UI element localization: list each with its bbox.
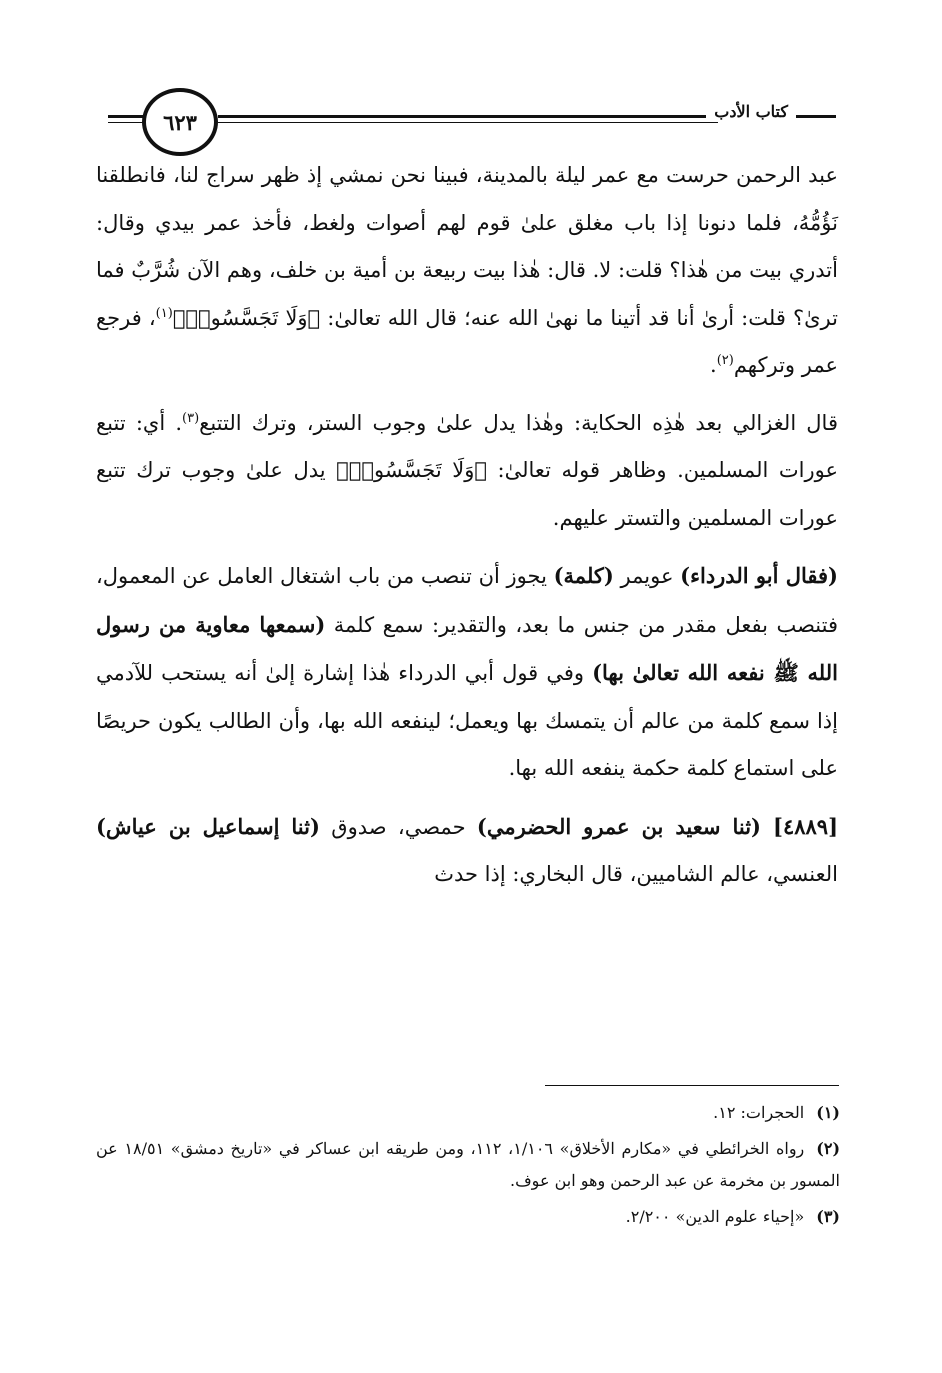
text-run: حمصي، صدوق xyxy=(319,814,477,839)
header-rule-thin xyxy=(218,122,718,123)
footnote xyxy=(96,1097,840,1129)
page-number: ٦٢٣ xyxy=(163,109,197,135)
text-run: ، فرجع عمر وتركهم xyxy=(96,305,838,377)
text-run: وفي قول أبي الدرداء هٰذا إشارة إلىٰ أنه يستحب للآدمي إذا سمع كلمة من عالم أن يتمسك بها ويعمل؛ لينفعه الله بها، وأن الطالب يكون حريصًا على استماع كلمة حكمة ينفعه الله بها. xyxy=(96,661,838,780)
footnote-text: «إحياء علوم الدين» ٢/٢٠٠. xyxy=(625,1207,805,1226)
footnote-text: الحجرات: ١٢. xyxy=(713,1103,805,1122)
text-run: . أي: تتبع عورات المسلمين. وظاهر قوله تعالىٰ: ﴿وَلَا تَجَسَّسُوا۟﴾ يدل علىٰ وجوب ترك تتبع عورات المسلمين والتستر عليهم. xyxy=(96,410,838,530)
paragraph xyxy=(96,552,838,793)
page-header xyxy=(108,88,836,158)
footnote-number: (٣) xyxy=(816,1207,840,1226)
footnote xyxy=(96,1201,840,1233)
main-text xyxy=(96,152,838,899)
footnote xyxy=(96,1133,840,1197)
text-run: يجوز أن تنصب من باب اشتغال العامل عن المعمول، فتنصب بفعل مقدر من جنس ما بعد، والتقدير: سمع كلمة xyxy=(96,564,838,637)
footnote-ref: (٣) xyxy=(182,410,200,426)
running-title: كتاب الأدب xyxy=(706,102,796,121)
bold-run: [٤٨٨٩] (ثنا سعيد بن عمرو الحضرمي) xyxy=(476,813,838,839)
footnote-separator xyxy=(545,1085,839,1086)
text-run: عويمر xyxy=(613,564,681,588)
footnotes xyxy=(96,1097,840,1237)
bold-run: (فقال أبو الدرداء) xyxy=(680,563,838,588)
bold-run: (كلمة) xyxy=(553,563,614,588)
page-number-badge xyxy=(142,88,218,156)
bold-run: (سمعها معاوية من رسول الله ﷺ نفعه الله تعالىٰ بها) xyxy=(96,611,838,685)
text-run: عبد الرحمن حرست مع عمر ليلة بالمدينة، فبينا نحن نمشي إذ ظهر سراج لنا، فانطلقنا نَؤُمُّهُ، فلما دنونا إذا باب مغلق علىٰ قوم لهم أصوات ولغط، فأخذ عمر بيدي وقال: أتدري بيت من هٰذا؟ قلت: لا. قال: هٰذا بيت ربيعة بن أمية بن خلف، وهم الآن شُرَّبٌ فما ترىٰ؟ قلت: أرىٰ أنا قد أتينا ما نهىٰ الله عنه؛ قال الله تعالىٰ: ﴿وَلَا تَجَسَّسُوا۟﴾ xyxy=(96,163,838,330)
footnote-ref: (١) xyxy=(155,305,173,321)
footnote-ref: (٢) xyxy=(716,353,734,368)
footnote-text: رواه الخرائطي في «مكارم الأخلاق» ١/١٠٦، ١١٢، ومن طريقه ابن عساكر في «تاريخ دمشق» ١٨/٥١ عن المسور بن مخرمة عن عبد الرحمن وهو ابن عوف. xyxy=(96,1139,840,1190)
text-run: العنسي، عالم الشاميين، قال البخاري: إذا حدث xyxy=(434,862,838,886)
text-run: قال الغزالي بعد هٰذِه الحكاية: وهٰذا يدل علىٰ وجوب الستر، وترك التتبع xyxy=(199,410,838,435)
paragraph xyxy=(96,152,838,390)
footnote-number: (٢) xyxy=(816,1139,841,1158)
text-run: . xyxy=(710,353,717,377)
paragraph xyxy=(96,400,838,543)
footnote-number: (١) xyxy=(816,1103,840,1122)
bold-run: (ثنا إسماعيل بن عياش) xyxy=(96,813,320,839)
paragraph xyxy=(96,803,838,899)
